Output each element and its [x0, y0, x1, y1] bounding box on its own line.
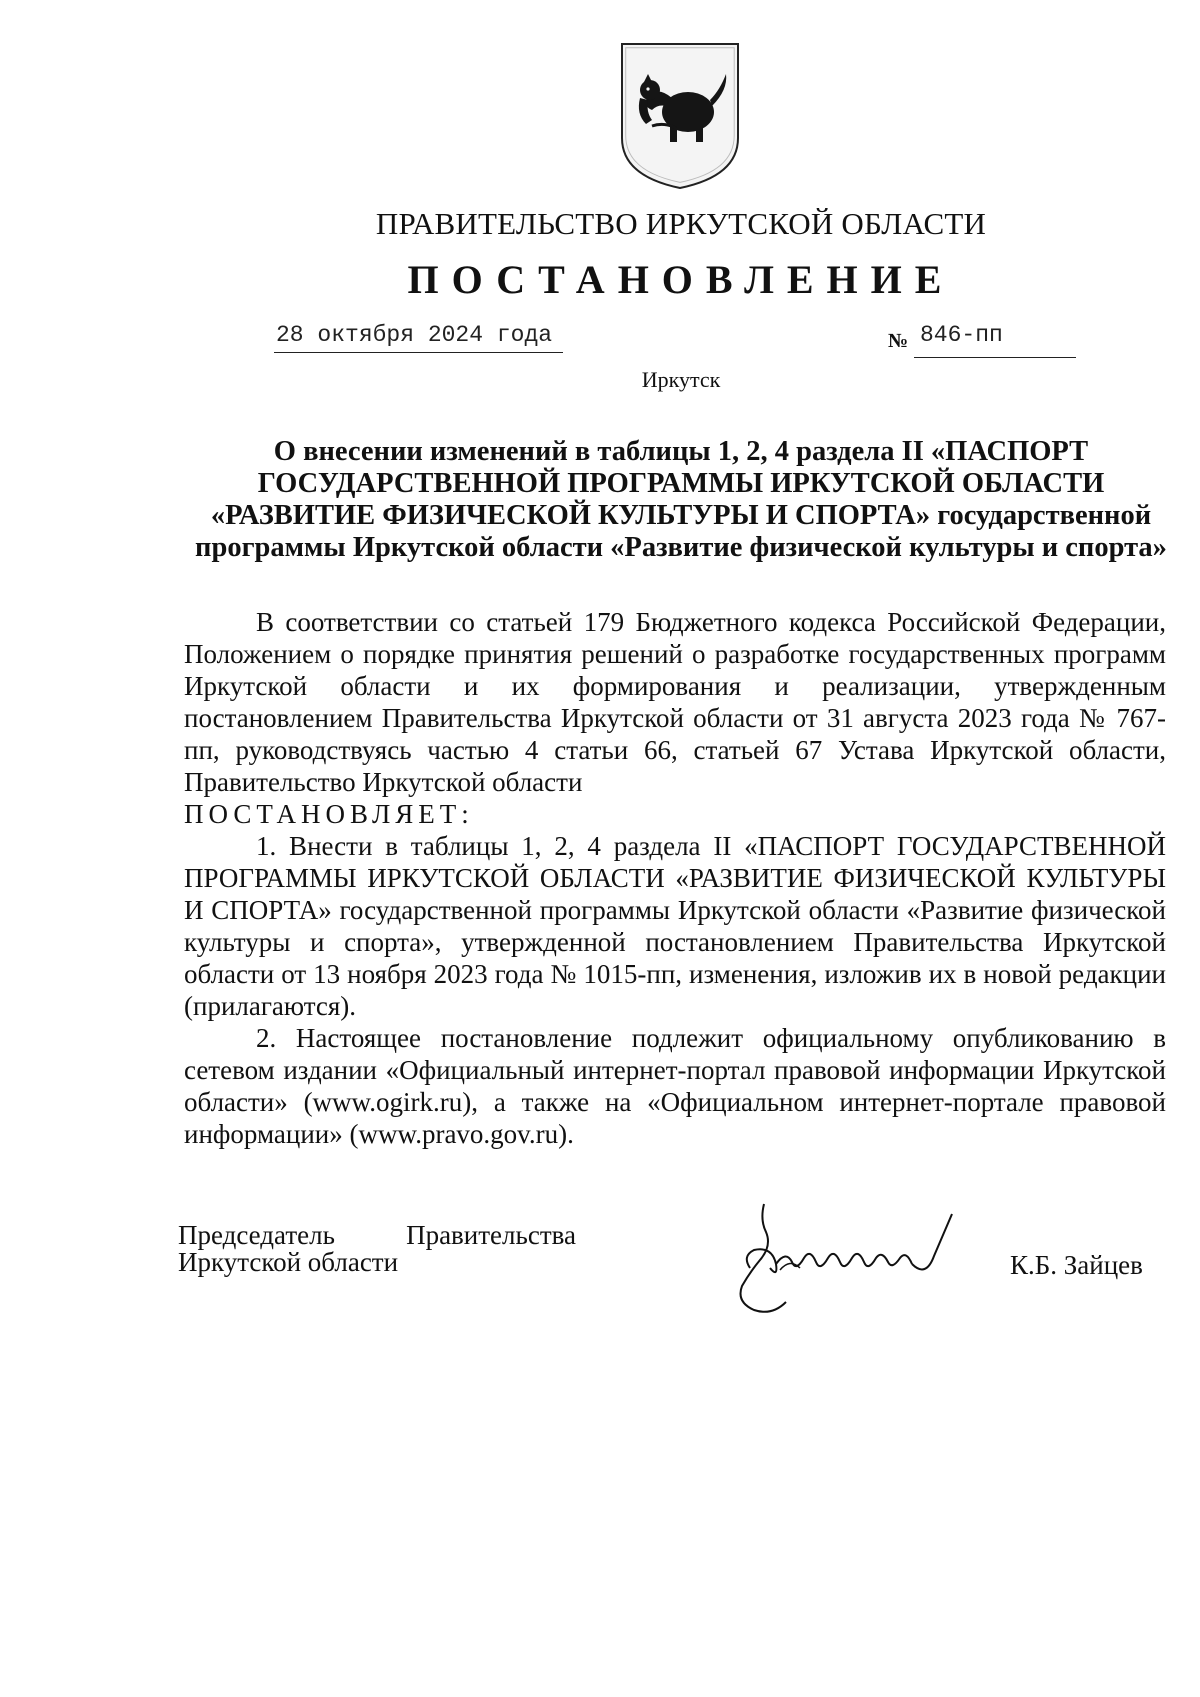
item-2-paragraph: 2. Настоящее постановление подлежит официальному опубликованию в сетевом издании «Официальный интернет-портал правовой информации Иркутской области» (www.ogirk.ru), а также на «Официальном интернет-портале правовой информации» (www.pravo.gov.ru).: [184, 1023, 1166, 1149]
document-type-heading: ПОСТАНОВЛЕНИЕ: [407, 257, 955, 302]
resolve-word: ПОСТАНОВЛЯЕТ:: [184, 799, 474, 829]
number-underline: [914, 357, 1076, 358]
document-title: О внесении изменений в таблицы 1, 2, 4 раздела II «ПАСПОРТ ГОСУДАРСТВЕННОЙ ПРОГРАММЫ ИРКУТСКОЙ ОБЛАСТИ «РАЗВИТИЕ ФИЗИЧЕСКОЙ КУЛЬТУРЫ И СПОРТА» государственной программы Иркутской области «Развитие физической культуры и спорта»: [195, 436, 1167, 563]
signer-name: К.Б. Зайцев: [1010, 1250, 1143, 1280]
signer-position-line-2: Иркутской области: [178, 1247, 399, 1277]
issue-city: Иркутск: [641, 367, 721, 392]
signer-position-word-1: Председатель: [178, 1220, 335, 1250]
organization-name: ПРАВИТЕЛЬСТВО ИРКУТСКОЙ ОБЛАСТИ: [375, 206, 987, 241]
signer-position: [178, 1222, 578, 1276]
number-sign: №: [888, 330, 909, 352]
date-underline: [274, 352, 563, 353]
document-body: [184, 606, 1166, 1150]
document-number: 846-пп: [920, 322, 1003, 348]
signer-position-word-2: Правительства: [406, 1220, 576, 1250]
item-1-paragraph: 1. Внести в таблицы 1, 2, 4 раздела II «ПАСПОРТ ГОСУДАРСТВЕННОЙ ПРОГРАММЫ ИРКУТСКОЙ ОБЛАСТИ «РАЗВИТИЕ ФИЗИЧЕСКОЙ КУЛЬТУРЫ И СПОРТА» государственной программы Иркутской области «Развитие физической культуры и спорта», утвержденной постановлением Правительства Иркутской области от 13 ноября 2023 года № 1015-пп, изменения, изложив их в новой редакции (прилагаются).: [184, 831, 1166, 1021]
document-date: 28 октября 2024 года: [276, 322, 553, 348]
handwritten-signature: [720, 1198, 990, 1330]
preamble-paragraph: В соответствии со статьей 179 Бюджетного кодекса Российской Федерации, Положением о порядке принятия решений о разработке государственных программ Иркутской области и их формирования и реализации, утвержденным постановлением Правительства Иркутской области от 31 августа 2023 года № 767-пп, руководствуясь частью 4 статьи 66, статьей 67 Устава Иркутской области, Правительство Иркутской области: [184, 607, 1166, 797]
irkutsk-coat-of-arms-emblem: [618, 40, 742, 192]
